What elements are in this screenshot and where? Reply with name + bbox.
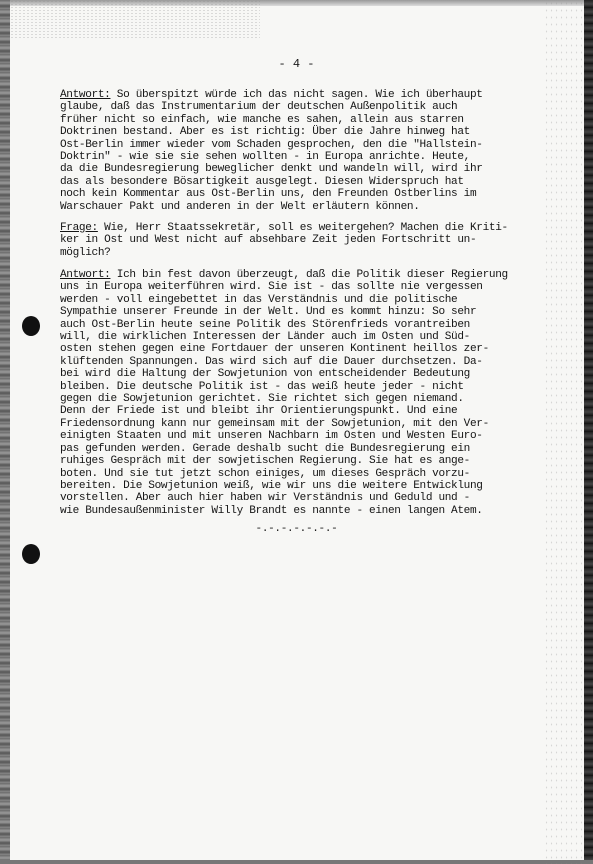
paragraph-line: vorstellen. Aber auch hier haben wir Verständnis und Geduld und - [60,492,470,505]
speaker-label-question: Frage: [60,222,98,234]
paragraph-line: klüftenden Spannungen. Das wird sich auf die Dauer durchsetzen. Da- [60,355,483,368]
paragraph-line: möglich? [60,246,111,259]
answer-paragraph-1 [60,89,560,213]
paragraph-line: Sympathie unserer Freunde in der Welt. Und es kommt hinzu: So sehr [60,306,477,319]
speaker-label-answer: Antwort: [60,89,111,101]
paragraph-line: auch Ost-Berlin heute seine Politik des Störenfrieds vorantreiben [60,318,470,331]
paragraph-line: Antwort: So überspitzt würde ich das nicht sagen. Wie ich überhaupt [60,89,483,101]
paragraph-line: will, die wirklichen Interessen der Länder auch im Osten und Süd- [60,331,470,344]
paragraph-line: wie Bundesaußenminister Willy Brandt es nannte - einen langen Atem. [60,504,483,517]
speaker-label-answer: Antwort: [60,269,111,281]
paragraph-line: werden - voll eingebettet in das Verständnis und die politische [60,293,458,306]
paragraph-line: glaube, daß das Instrumentarium der deutschen Außenpolitik auch [60,101,458,114]
end-separator: -.-.-.-.-.-.- [255,523,338,535]
paragraph-line: uns in Europa weiterführen wird. Sie ist - das sollte nie vergessen [60,281,483,294]
paragraph-line: früher nicht so einfach, wie manche es sahen, allein aus starren [60,113,464,126]
page-number: - 4 - [278,57,315,71]
paragraph-line: bereiten. Die Sowjetunion weiß, wie wir uns die weitere Entwicklung [60,479,483,492]
scan-noise-top [10,0,260,40]
paragraph-line: noch kein Kommentar aus Ost-Berlin uns, den Freunden Ostberlins im [60,188,477,201]
paragraph-line: einigten Staaten und mit unseren Nachbarn im Osten und Westen Euro- [60,430,483,443]
paragraph-line: gegen die Sowjetunion gerichtet. Sie richtet sich gegen niemand. [60,393,464,406]
paragraph-line: Ost-Berlin immer wieder vom Schaden gesprochen, den die "Hallstein- [60,138,483,151]
paragraph-line: da die Bundesregierung beweglicher denkt und wandeln will, wird ihr [60,163,483,176]
paragraph-line: ruhiges Gespräch mit der sowjetischen Regierung. Sie hat es ange- [60,455,470,468]
paragraph-line: bei wird die Haltung der Sowjetunion von entscheidender Bedeutung [60,368,470,381]
paragraph-line: ker in Ost und West nicht auf absehbare Zeit jeden Fortschritt un- [60,234,477,247]
paragraph-line: Doktrin" - wie sie sie sehen wollten - in Europa anrichte. Heute, [60,151,470,164]
paragraph-line: Friedensordnung kann nur gemeinsam mit der Sowjetunion, mit den Ver- [60,417,489,430]
paragraph-line: Antwort: Ich bin fest davon überzeugt, daß die Politik dieser Regierung [60,269,508,281]
paragraph-line: osten stehen gegen eine Fortdauer der unseren Kontinent heillos zer- [60,343,489,356]
paragraph-line: pas gefunden werden. Gerade deshalb sucht die Bundesregierung ein [60,442,470,455]
paragraph-line: Frage: Wie, Herr Staatssekretär, soll es weitergehen? Machen die Kriti- [60,222,508,234]
punch-hole-lower [22,544,40,564]
paragraph-line: boten. Und sie tut jetzt schon einiges, um dieses Gespräch vorzu- [60,467,470,480]
scan-edge-left [0,0,10,864]
paragraph-line: Doktrinen bestand. Aber es ist richtig: Über die Jahre hinweg hat [60,126,470,139]
scan-edge-bottom [0,860,593,864]
scan-edge-right [584,0,593,864]
punch-hole-upper [22,316,40,336]
paragraph-line: Denn der Friede ist und bleibt ihr Orientierungspunkt. Und eine [60,405,458,418]
answer-paragraph-2 [60,269,560,517]
question-paragraph [60,222,560,259]
paragraph-line: Warschauer Pakt und anderen in der Welt erläutern können. [60,200,420,213]
paragraph-line: bleiben. Die deutsche Politik ist - das weiß heute jeder - nicht [60,380,464,393]
paragraph-line: das als besondere Bösartigkeit ausgelegt. Diesen Widerspruch hat [60,175,464,188]
